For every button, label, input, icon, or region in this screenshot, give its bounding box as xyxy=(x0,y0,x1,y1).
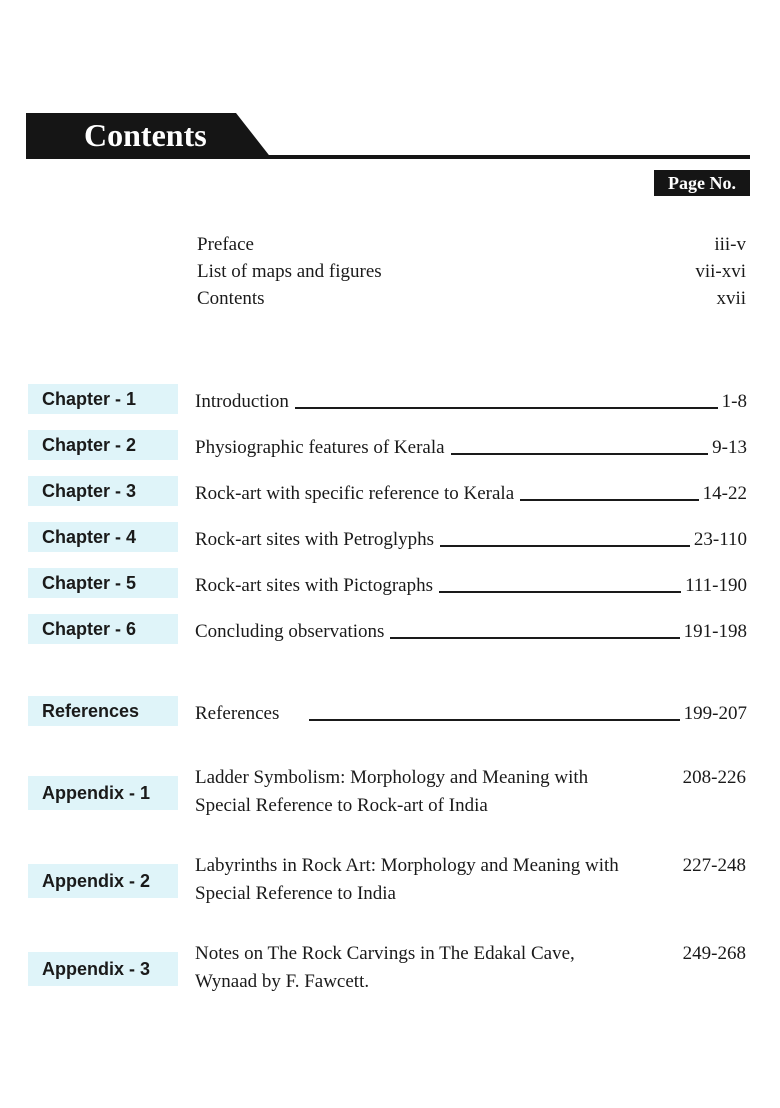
toc-entry-appendix-3[interactable] xyxy=(195,940,665,996)
toc-entry-pages: 199-207 xyxy=(683,703,747,724)
toc-entry-references[interactable] xyxy=(195,701,747,727)
dot-leader xyxy=(439,591,681,593)
chapter-badge: Chapter - 1 xyxy=(28,384,178,414)
front-matter-title[interactable]: Preface xyxy=(197,234,254,255)
toc-entry-title: Rock-art sites with Petroglyphs xyxy=(195,529,435,550)
dot-leader xyxy=(390,637,679,639)
toc-entry-appendix-1[interactable] xyxy=(195,764,665,820)
toc-entry-title-line: Special Reference to Rock-art of India xyxy=(195,795,488,816)
appendix-badge: Appendix - 1 xyxy=(28,776,178,810)
page-title: Contents xyxy=(84,117,207,153)
toc-entry-title: References xyxy=(195,703,280,724)
toc-entry-chapter-1[interactable] xyxy=(195,389,747,415)
toc-entry-pages: 1-8 xyxy=(721,391,747,412)
header-rule xyxy=(246,155,750,159)
toc-entry-pages: 191-198 xyxy=(683,621,747,642)
toc-entry-appendix-2[interactable] xyxy=(195,852,665,908)
dot-leader xyxy=(309,719,679,721)
toc-entry-title-line: Wynaad by F. Fawcett. xyxy=(195,971,370,992)
toc-entry-chapter-2[interactable] xyxy=(195,435,747,461)
toc-entry-title: Rock-art with specific reference to Kerala xyxy=(195,483,515,504)
chapter-badge: Chapter - 5 xyxy=(28,568,178,598)
toc-entry-title-line: Special Reference to India xyxy=(195,883,396,904)
toc-entry-pages: 249-268 xyxy=(682,943,746,964)
references-badge: References xyxy=(28,696,178,726)
appendix-badge: Appendix - 2 xyxy=(28,864,178,898)
front-matter-title[interactable]: List of maps and figures xyxy=(197,261,382,282)
toc-entry-title-line: Labyrinths in Rock Art: Morphology and Meaning with xyxy=(195,855,619,876)
front-matter-pages: xvii xyxy=(716,288,746,309)
toc-entry-pages: 23-110 xyxy=(693,529,747,550)
toc-entry-chapter-6[interactable] xyxy=(195,619,747,645)
dot-leader xyxy=(440,545,690,547)
toc-entry-chapter-3[interactable] xyxy=(195,481,747,507)
toc-entry-pages: 9-13 xyxy=(712,437,747,458)
dot-leader xyxy=(295,407,718,409)
toc-entry-title: Rock-art sites with Pictographs xyxy=(195,575,433,596)
front-matter-pages: iii-v xyxy=(714,234,746,255)
toc-entry-pages: 14-22 xyxy=(702,483,747,504)
page-no-label: Page No. xyxy=(654,170,750,196)
chapter-badge: Chapter - 2 xyxy=(28,430,178,460)
appendix-badge: Appendix - 3 xyxy=(28,952,178,986)
toc-entry-chapter-4[interactable] xyxy=(195,527,747,553)
chapter-badge: Chapter - 6 xyxy=(28,614,178,644)
toc-entry-title: Introduction xyxy=(195,391,289,412)
toc-entry-title: Concluding observations xyxy=(195,621,385,642)
toc-entry-title: Physiographic features of Kerala xyxy=(195,437,445,458)
chapter-badge: Chapter - 3 xyxy=(28,476,178,506)
chapter-badge: Chapter - 4 xyxy=(28,522,178,552)
toc-entry-title-line: Notes on The Rock Carvings in The Edakal Cave, xyxy=(195,943,575,964)
toc-entry-pages: 111-190 xyxy=(685,575,747,596)
toc-entry-pages: 227-248 xyxy=(682,855,746,876)
front-matter-title[interactable]: Contents xyxy=(197,288,265,309)
front-matter-pages: vii-xvi xyxy=(695,261,746,282)
toc-entry-pages: 208-226 xyxy=(682,767,746,788)
dot-leader xyxy=(520,499,699,501)
dot-leader xyxy=(451,453,709,455)
toc-entry-chapter-5[interactable] xyxy=(195,573,747,599)
toc-entry-title-line: Ladder Symbolism: Morphology and Meaning with xyxy=(195,767,589,788)
